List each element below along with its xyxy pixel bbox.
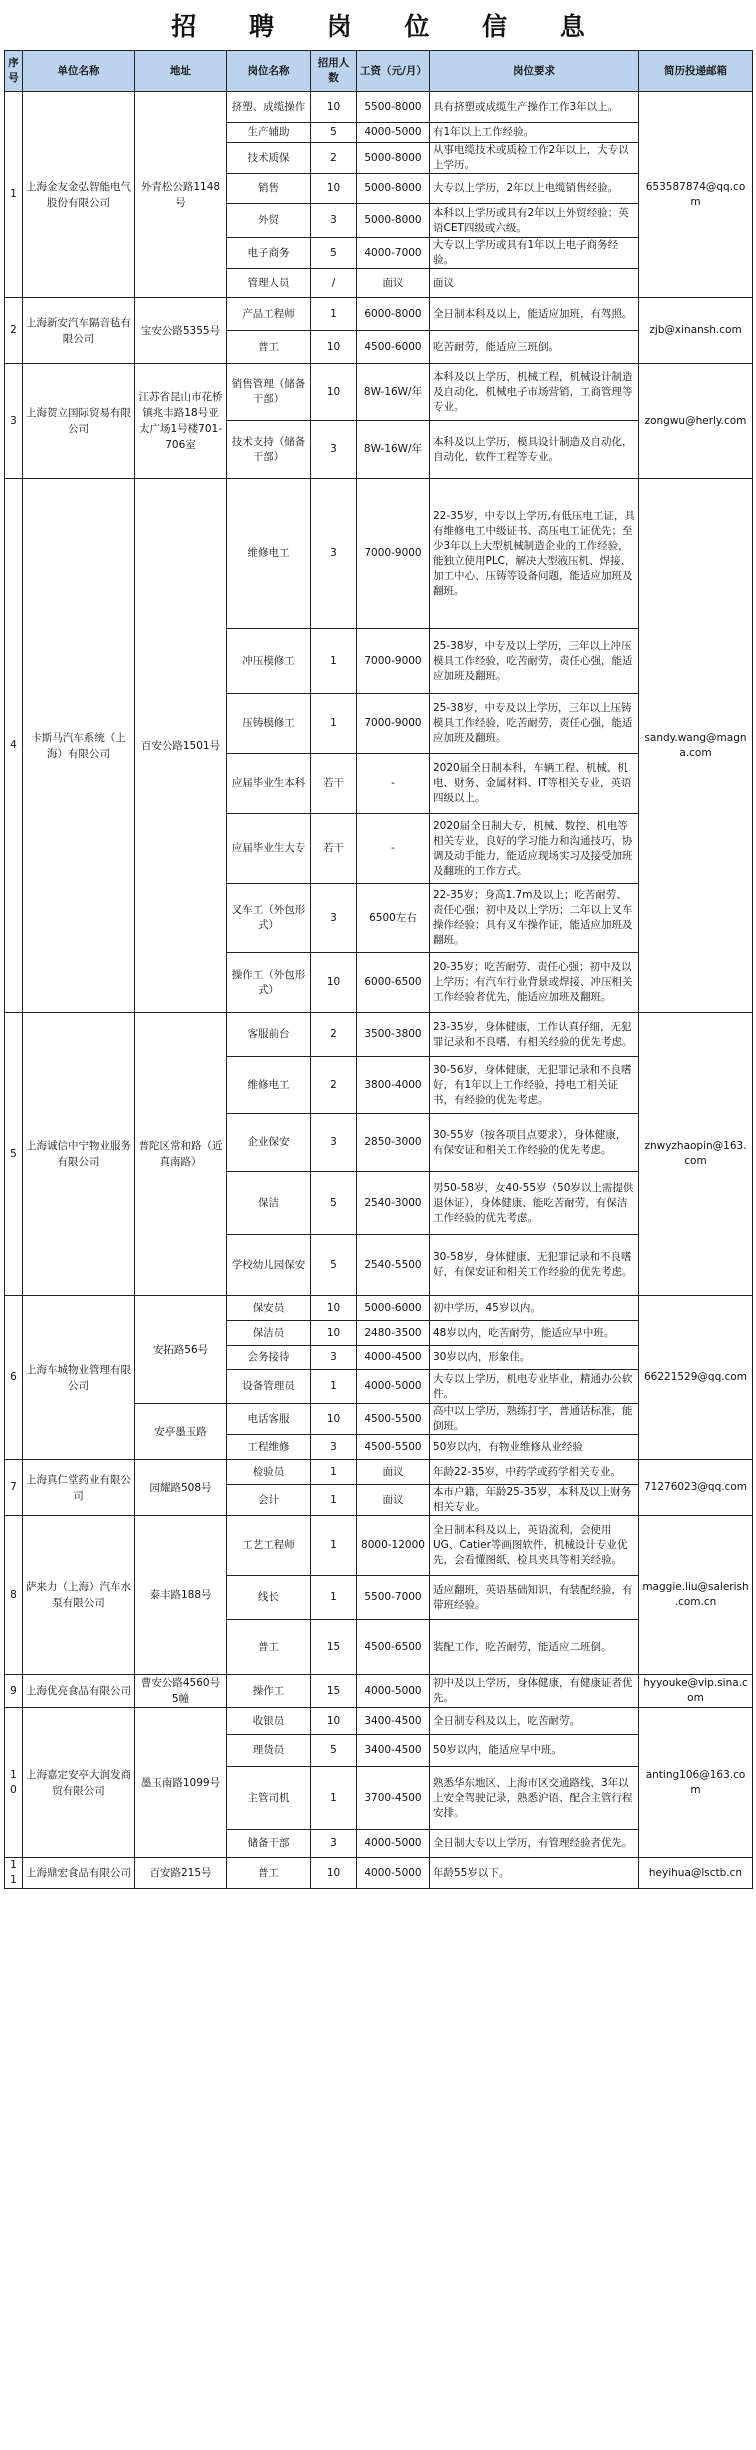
job-count: 10 [311,1296,357,1321]
job-title: 保洁 [227,1172,311,1235]
company-address: 墨玉南路1099号 [135,1708,227,1858]
job-salary: 2850-3000 [357,1114,430,1172]
job-salary: 面议 [357,1460,430,1485]
resume-email: 71276023@qq.com [639,1460,753,1516]
job-title: 技术质保 [227,143,311,174]
job-salary: 3800-4000 [357,1057,430,1114]
job-salary: 5000-8000 [357,143,430,174]
job-count: 1 [311,1460,357,1485]
company-address: 百安路215号 [135,1858,227,1889]
job-title: 生产辅助 [227,123,311,143]
job-count: 3 [311,479,357,629]
job-requirement: 30岁以内，形象佳。 [430,1346,639,1370]
job-salary: 4000-5000 [357,123,430,143]
job-count: 1 [311,629,357,694]
job-count: 10 [311,953,357,1013]
job-requirement: 48岁以内，吃苦耐劳，能适应早中班。 [430,1321,639,1346]
job-requirement: 装配工作，吃苦耐劳，能适应二班倒。 [430,1620,639,1675]
job-title: 普工 [227,331,311,364]
row-number: 10 [5,1708,23,1858]
row-number: 4 [5,479,23,1013]
job-salary: 5500-8000 [357,92,430,123]
table-row [5,1296,753,1321]
job-requirement: 从事电缆技术或质检工作2年以上，大专以上学历。 [430,143,639,174]
job-salary: 7000-9000 [357,629,430,694]
row-number: 8 [5,1516,23,1675]
col-header: 招用人数 [311,51,357,92]
job-count: 1 [311,1370,357,1404]
job-title: 检验员 [227,1460,311,1485]
job-salary: 5500-7000 [357,1576,430,1620]
job-salary: 4500-5500 [357,1435,430,1460]
job-requirement: 30-56岁，身体健康，无犯罪记录和不良嗜好，有1年以上工作经验，持电工相关证书，有经验的优先考虑。 [430,1057,639,1114]
table-row [5,1516,753,1576]
col-header: 地址 [135,51,227,92]
job-count: 3 [311,421,357,479]
job-requirement: 适应翻班，英语基础知识，有装配经验，有带班经验。 [430,1576,639,1620]
job-title: 会计 [227,1485,311,1516]
col-header: 岗位要求 [430,51,639,92]
company-address: 宝安公路5355号 [135,298,227,364]
job-count: 3 [311,204,357,238]
job-requirement: 25-38岁，中专及以上学历，三年以上压铸模具工作经验，吃苦耐劳，责任心强，能适应加班及翻班。 [430,694,639,754]
job-requirement: 大专以上学历，2年以上电缆销售经验。 [430,174,639,204]
job-salary: 4500-6500 [357,1620,430,1675]
job-title: 会务接待 [227,1346,311,1370]
job-title: 工艺工程师 [227,1516,311,1576]
job-salary: 7000-9000 [357,479,430,629]
job-count: 10 [311,331,357,364]
company-name: 上海贺立国际贸易有限公司 [23,364,135,479]
job-title: 客服前台 [227,1013,311,1057]
job-salary: 面议 [357,269,430,298]
job-requirement: 30-55岁（按各项目点要求），身体健康，有保安证和相关工作经验的优先考虑。 [430,1114,639,1172]
job-salary: 2540-5500 [357,1235,430,1296]
resume-email: heyihua@lsctb.cn [639,1858,753,1889]
job-salary: 5000-8000 [357,204,430,238]
job-requirement: 22-35岁，中专以上学历,有低压电工证，具有维修电工中级证书、高压电工证优先；至少3年以上大型机械制造企业的工作经验，能独立使用PLC，解决大型液压机、焊接、加工中心、压铸等设备问题，能适应加班及翻班。 [430,479,639,629]
row-number: 11 [5,1858,23,1889]
job-requirement: 本市户籍，年龄25-35岁，本科及以上财务相关专业。 [430,1485,639,1516]
job-count: 5 [311,238,357,269]
job-count: 5 [311,1735,357,1767]
job-count: 10 [311,1404,357,1435]
job-salary: 4000-7000 [357,238,430,269]
row-number: 2 [5,298,23,364]
row-number: 1 [5,92,23,298]
row-number: 6 [5,1296,23,1460]
col-header: 单位名称 [23,51,135,92]
company-name: 上海金友金弘智能电气股份有限公司 [23,92,135,298]
job-count: 1 [311,694,357,754]
table-row [5,1858,753,1889]
table-row [5,298,753,331]
job-requirement: 面议 [430,269,639,298]
job-requirement: 50岁以内，有物业维修从业经验 [430,1435,639,1460]
job-count: 若干 [311,814,357,884]
col-header: 岗位名称 [227,51,311,92]
job-requirement: 年龄55岁以下。 [430,1858,639,1889]
job-count: 5 [311,1172,357,1235]
row-number: 7 [5,1460,23,1516]
company-name: 萨来力（上海）汽车水泵有限公司 [23,1516,135,1675]
job-count: 10 [311,92,357,123]
job-salary: 6500左右 [357,884,430,953]
job-title: 设备管理员 [227,1370,311,1404]
company-address: 普陀区常和路（近真南路） [135,1013,227,1296]
job-salary: 4000-5000 [357,1830,430,1858]
job-count: 3 [311,1114,357,1172]
resume-email: hyyouke@vip.sina.com [639,1675,753,1708]
job-requirement: 男50-58岁，女40-55岁（50岁以上需提供退休证），身体健康、能吃苦耐劳，有保洁工作经验的优先考虑。 [430,1172,639,1235]
job-requirement: 全日制大专以上学历，有管理经验者优先。 [430,1830,639,1858]
job-title: 线长 [227,1576,311,1620]
company-address: 江苏省昆山市花桥镇兆丰路18号亚太广场1号楼701-706室 [135,364,227,479]
company-address: 泰丰路188号 [135,1516,227,1675]
job-salary: 6000-6500 [357,953,430,1013]
header-row [5,51,753,92]
job-requirement: 本科及以上学历，机械工程，机械设计制造及自动化，机械电子市场营销，工商管理等专业。 [430,364,639,421]
job-count: 3 [311,1830,357,1858]
job-salary: 8W-16W/年 [357,364,430,421]
page-title: 招 聘 岗 位 信 息 [171,12,607,41]
job-title: 收银员 [227,1708,311,1735]
job-count: 5 [311,1235,357,1296]
job-count: / [311,269,357,298]
job-salary: 2480-3500 [357,1321,430,1346]
company-name: 上海嘉定安亭大润发商贸有限公司 [23,1708,135,1858]
row-number: 3 [5,364,23,479]
job-count: 3 [311,1435,357,1460]
job-salary: 4500-6000 [357,331,430,364]
col-header: 工资（元/月） [357,51,430,92]
job-requirement: 本科及以上学历，模具设计制造及自动化，自动化，软件工程等专业。 [430,421,639,479]
job-title: 操作工 [227,1675,311,1708]
job-count: 1 [311,298,357,331]
company-name: 上海真仁堂药业有限公司 [23,1460,135,1516]
job-salary: 4000-5000 [357,1858,430,1889]
job-title: 理货员 [227,1735,311,1767]
job-salary: 2540-3000 [357,1172,430,1235]
job-title: 维修电工 [227,1057,311,1114]
company-address: 外青松公路1148号 [135,92,227,298]
job-title: 技术支持（储备干部） [227,421,311,479]
table-row [5,1460,753,1485]
job-salary: 6000-8000 [357,298,430,331]
job-title: 应届毕业生大专 [227,814,311,884]
job-title: 销售管理（储备干部） [227,364,311,421]
job-requirement: 全日制本科及以上，英语流利，会使用UG、Catier等画图软件，机械设计专业优先，会看懂图纸，检具夹具等相关经验。 [430,1516,639,1576]
job-title: 销售 [227,174,311,204]
job-title: 产品工程师 [227,298,311,331]
job-requirement: 50岁以内，能适应早中班。 [430,1735,639,1767]
job-requirement: 吃苦耐劳，能适应三班倒。 [430,331,639,364]
job-salary: 5000-6000 [357,1296,430,1321]
job-salary: 8000-12000 [357,1516,430,1576]
job-count: 10 [311,174,357,204]
resume-email: zjb@xinansh.com [639,298,753,364]
job-title: 操作工（外包形式） [227,953,311,1013]
job-requirement: 有1年以上工作经验。 [430,123,639,143]
job-requirement: 大专以上学历或具有1年以上电子商务经验。 [430,238,639,269]
job-count: 10 [311,1858,357,1889]
table-row [5,1675,753,1708]
job-title: 工程维修 [227,1435,311,1460]
job-title: 主管司机 [227,1767,311,1830]
job-count: 1 [311,1516,357,1576]
company-address: 百安公路1501号 [135,479,227,1013]
job-count: 2 [311,1057,357,1114]
job-requirement: 初中学历，45岁以内。 [430,1296,639,1321]
job-title: 冲压模修工 [227,629,311,694]
company-address: 曹安公路4560号5幢 [135,1675,227,1708]
job-count: 2 [311,1013,357,1057]
job-count: 2 [311,143,357,174]
job-salary: 7000-9000 [357,694,430,754]
job-salary: 4000-5000 [357,1675,430,1708]
job-salary: - [357,814,430,884]
job-salary: 8W-16W/年 [357,421,430,479]
job-title: 企业保安 [227,1114,311,1172]
job-salary: 面议 [357,1485,430,1516]
job-count: 10 [311,364,357,421]
job-requirement: 年龄22-35岁，中药学或药学相关专业。 [430,1460,639,1485]
job-title: 电子商务 [227,238,311,269]
job-title: 管理人员 [227,269,311,298]
job-count: 15 [311,1620,357,1675]
company-address: 安亭墨玉路 [135,1404,227,1460]
job-count: 5 [311,123,357,143]
job-title: 外贸 [227,204,311,238]
job-salary: 4000-5000 [357,1370,430,1404]
job-title: 维修电工 [227,479,311,629]
company-name: 卡斯马汽车系统（上海）有限公司 [23,479,135,1013]
job-title: 普工 [227,1620,311,1675]
job-requirement: 高中以上学历，熟练打字，普通话标准，能倒班。 [430,1404,639,1435]
recruitment-table [4,50,753,1889]
company-name: 上海诚信中宁物业服务有限公司 [23,1013,135,1296]
job-requirement: 20-35岁；吃苦耐劳、责任心强；初中及以上学历；有汽车行业背景或焊接、冲压相关工作经验者优先，能适应加班及翻班。 [430,953,639,1013]
job-title: 保安员 [227,1296,311,1321]
job-count: 3 [311,884,357,953]
job-salary: 3400-4500 [357,1708,430,1735]
col-header: 简历投递邮箱 [639,51,753,92]
job-count: 3 [311,1346,357,1370]
table-row [5,92,753,123]
job-requirement: 2020届全日制本科，车辆工程、机械、机电、财务、金属材料、IT等相关专业，英语四级以上。 [430,754,639,814]
job-requirement: 本科以上学历或具有2年以上外贸经验；英语CET四级或六级。 [430,204,639,238]
resume-email: zongwu@herly.com [639,364,753,479]
job-count: 10 [311,1708,357,1735]
job-title: 保洁员 [227,1321,311,1346]
table-row [5,1013,753,1057]
job-title: 挤塑、成缆操作 [227,92,311,123]
job-title: 应届毕业生本科 [227,754,311,814]
job-salary: - [357,754,430,814]
resume-email: 66221529@qq.com [639,1296,753,1460]
job-requirement: 大专以上学历，机电专业毕业，精通办公软件。 [430,1370,639,1404]
job-count: 15 [311,1675,357,1708]
job-requirement: 25-38岁，中专及以上学历，三年以上冲压模具工作经验，吃苦耐劳，责任心强，能适应加班及翻班。 [430,629,639,694]
job-requirement: 2020届全日制大专，机械、数控、机电等相关专业，良好的学习能力和沟通技巧，协调及动手能力，能适应现场实习及接受加班及翻班的工作方式。 [430,814,639,884]
table-row [5,364,753,421]
job-requirement: 初中及以上学历，身体健康，有健康证者优先。 [430,1675,639,1708]
job-salary: 3400-4500 [357,1735,430,1767]
job-requirement: 熟悉华东地区、上海市区交通路线，3年以上安全驾驶记录，熟悉沪语、配合主管行程安排。 [430,1767,639,1830]
company-name: 上海优亮食品有限公司 [23,1675,135,1708]
resume-email: znwyzhaopin@163.com [639,1013,753,1296]
job-title: 电话客服 [227,1404,311,1435]
row-number: 5 [5,1013,23,1296]
resume-email: anting106@163.com [639,1708,753,1858]
resume-email: 653587874@qq.com [639,92,753,298]
job-requirement: 全日制本科及以上，能适应加班，有驾照。 [430,298,639,331]
col-header: 序号 [5,51,23,92]
company-address: 园耀路508号 [135,1460,227,1516]
job-salary: 4000-4500 [357,1346,430,1370]
company-address: 安拓路56号 [135,1296,227,1404]
job-salary: 3500-3800 [357,1013,430,1057]
job-title: 叉车工（外包形式） [227,884,311,953]
job-title: 普工 [227,1858,311,1889]
company-name: 上海车城物业管理有限公司 [23,1296,135,1460]
job-requirement: 全日制专科及以上，吃苦耐劳。 [430,1708,639,1735]
job-requirement: 30-58岁，身体健康、无犯罪记录和不良嗜好，有保安证和相关工作经验的优先考虑。 [430,1235,639,1296]
table-body [5,92,753,1889]
resume-email: sandy.wang@magna.com [639,479,753,1013]
table-row [5,1708,753,1735]
row-number: 9 [5,1675,23,1708]
table-row [5,479,753,629]
job-count: 若干 [311,754,357,814]
resume-email: maggie.liu@salerish.com.cn [639,1516,753,1675]
job-requirement: 具有挤塑或成缆生产操作工作3年以上。 [430,92,639,123]
company-name: 上海鼎宏食品有限公司 [23,1858,135,1889]
job-salary: 5000-8000 [357,174,430,204]
job-count: 10 [311,1321,357,1346]
job-title: 压铸模修工 [227,694,311,754]
job-requirement: 23-35岁，身体健康，工作认真仔细，无犯罪记录和不良嗜，有相关经验的优先考虑。 [430,1013,639,1057]
job-requirement: 22-35岁；身高1.7m及以上；吃苦耐劳、责任心强；初中及以上学历；二年以上叉车操作经验；具有叉车操作证，能适应加班及翻班。 [430,884,639,953]
company-name: 上海新安汽车隔音毡有限公司 [23,298,135,364]
job-title: 学校幼儿园保安 [227,1235,311,1296]
job-count: 1 [311,1576,357,1620]
job-count: 1 [311,1767,357,1830]
job-count: 1 [311,1485,357,1516]
job-salary: 4500-5500 [357,1404,430,1435]
job-salary: 3700-4500 [357,1767,430,1830]
job-title: 储备干部 [227,1830,311,1858]
